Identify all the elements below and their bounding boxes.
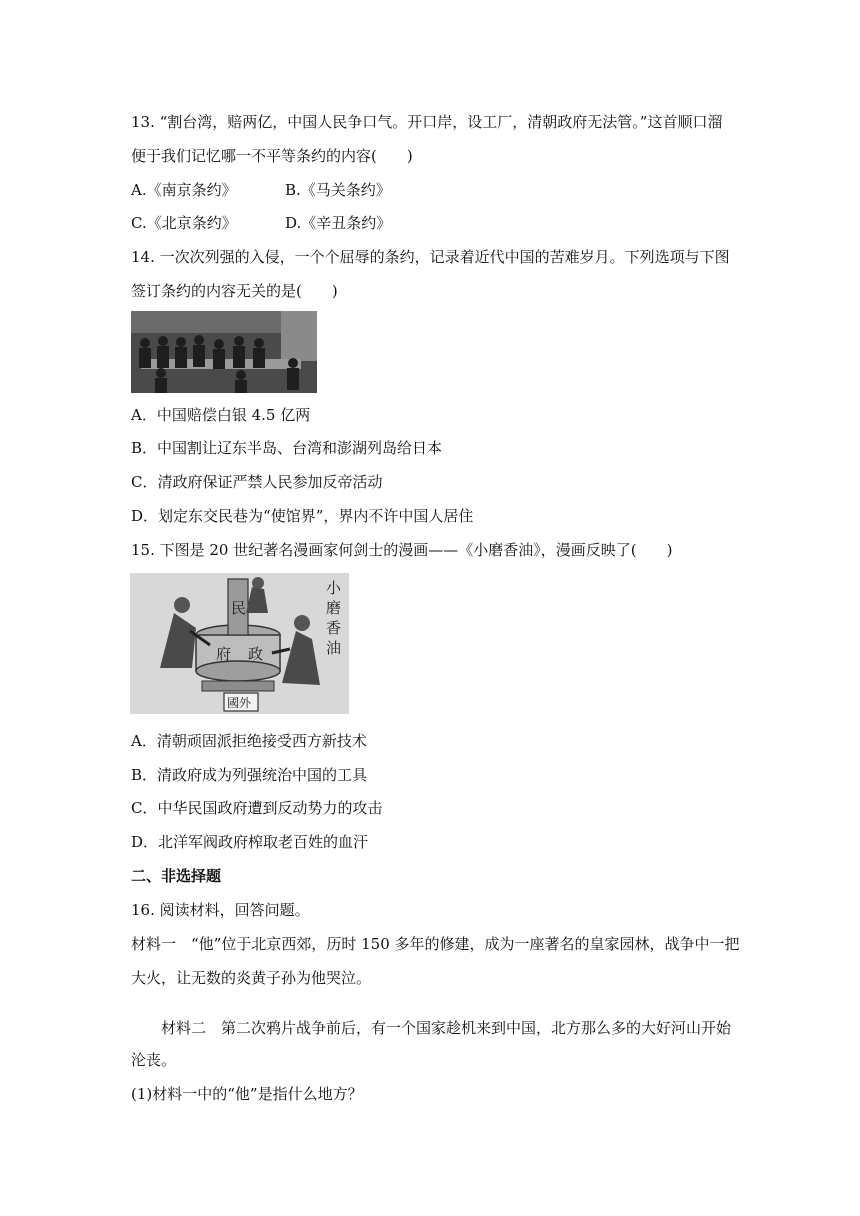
q16-material1-line2: 大火，让无数的炎黄子孙为他哭泣。 [131,969,372,987]
treaty-signing-photo [131,311,317,393]
q14-option-b: B．中国割让辽东半岛、台湾和澎湖列岛给日本 [131,439,443,457]
q15-stem-line1: 15. 下图是 20 世纪著名漫画家何剑士的漫画——《小磨香油》，漫画反映了( ) [131,541,673,559]
cartoon-title-char-1: 小 [326,579,342,597]
q14-option-d: D．划定东交民巷为“使馆界”，界内不许中国人居住 [131,507,474,525]
cartoon-label-fu: 府 [216,645,232,663]
q16-material1-line1: 材料一 “他”位于北京西郊，历时 150 多年的修建，成为一座著名的皇家园林，战争中一把 [131,935,740,953]
q15-option-d: D．北洋军阀政府榨取老百姓的血汗 [131,833,369,851]
q13-stem-line1: 13. “割台湾，赔两亿，中国人民争口气。开口岸，设工厂，清朝政府无法管。”这首顺口溜 [131,113,723,131]
xiaomo-xiangyou-cartoon [130,573,349,714]
q16-intro: 16. 阅读材料，回答问题。 [131,901,310,919]
q15-option-a: A．清朝顽固派拒绝接受西方新技术 [131,732,367,750]
q15-option-c: C．中华民国政府遭到反动势力的攻击 [131,799,383,817]
q14-option-a: A．中国赔偿白银 4.5 亿两 [131,406,311,424]
section-title: 二、非选择题 [131,867,222,885]
cartoon-title-char-4: 油 [326,639,342,657]
q15-option-b: B．清政府成为列强统治中国的工具 [131,766,368,784]
q16-subquestion-1: (1)材料一中的“他”是指什么地方？ [131,1085,363,1103]
cartoon-title-char-2: 磨 [326,599,342,617]
q16-material2-line1: 材料二 第二次鸦片战争前后，有一个国家趁机来到中国，北方那么多的大好河山开始 [131,1019,732,1037]
q13-option-b: B.《马关条约》 [285,181,391,199]
cartoon-label-zheng: 政 [248,645,264,663]
q13-option-a: A.《南京条约》 [131,181,237,199]
q13-option-d: D.《辛丑条约》 [285,214,392,232]
q14-stem-line1: 14. 一次次列强的入侵，一个个屈辱的条约，记录着近代中国的苦难岁月。下列选项与下图 [131,248,730,266]
q13-stem-line2: 便于我们记忆哪一不平等条约的内容( ) [131,147,413,165]
cartoon-title-char-3: 香 [326,619,342,637]
q14-option-c: C．清政府保证严禁人民参加反帝活动 [131,473,383,491]
q14-stem-line2: 签订条约的内容无关的是( ) [131,282,338,300]
cartoon-label-guowai: 國外 [227,696,252,710]
q16-material2-line2: 沦丧。 [131,1051,177,1069]
cartoon-label-min: 民 [231,599,247,617]
q13-option-c: C.《北京条约》 [131,214,237,232]
